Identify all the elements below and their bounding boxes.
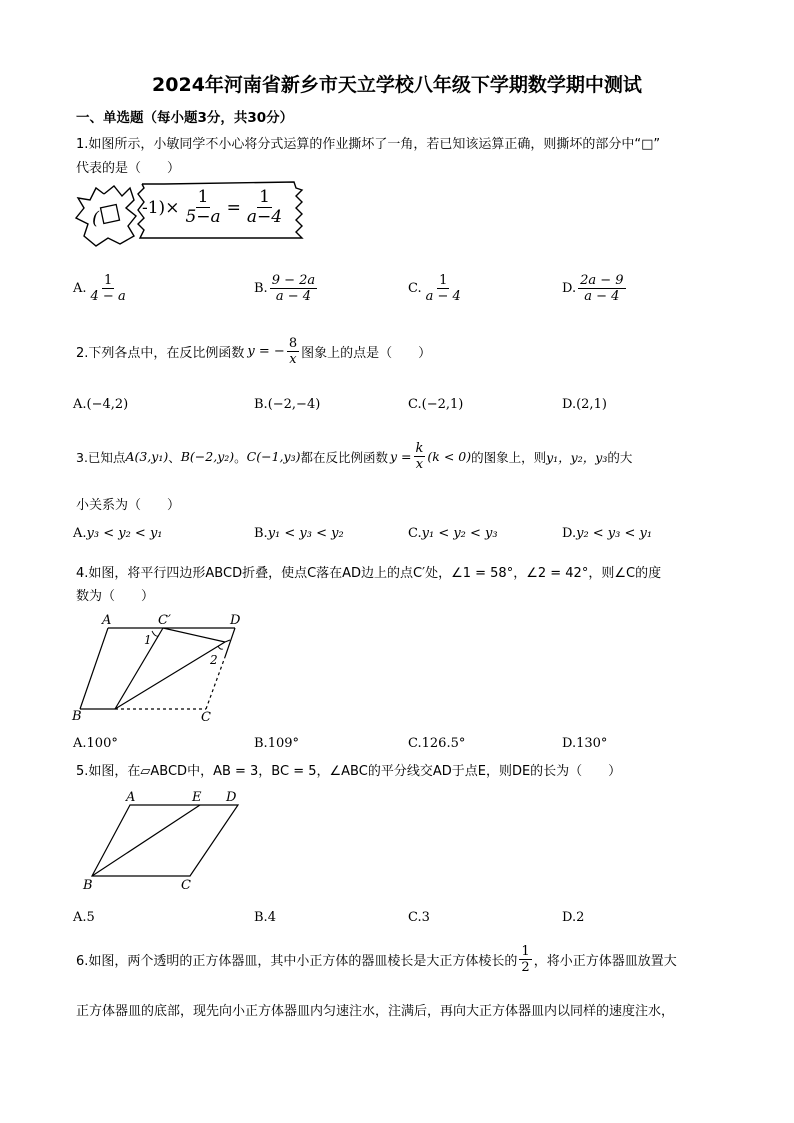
q4-stem-line2: 数为（ ）: [76, 589, 155, 604]
q2-stem: [76, 336, 431, 367]
option-fraction: [578, 273, 625, 304]
q2-func-fraction: [287, 336, 299, 367]
q6-stem-post: ，将小正方体器皿放置大: [533, 954, 677, 969]
option-label: C.: [408, 397, 422, 412]
option-fraction: [424, 273, 463, 304]
option-text: y₂ < y₃ < y₁: [576, 526, 653, 541]
option-label: D.: [562, 910, 577, 925]
q5-parallelogram-figure: [80, 786, 250, 900]
q3-sep1: 、: [168, 449, 181, 465]
q3-stem-line1: [76, 441, 632, 472]
q2-option-d[interactable]: [562, 397, 607, 412]
label-d: D: [230, 613, 241, 628]
q4-option-c[interactable]: [408, 736, 465, 751]
option-label: D.: [562, 736, 577, 751]
option-text: (−2,1): [421, 397, 464, 412]
q3-stem-mid: 都在反比例函数: [300, 449, 388, 465]
option-text: 109°: [267, 736, 300, 751]
q3-stem-post: 的图象上，则: [471, 449, 547, 465]
q1-expr-f2-den: a−4: [246, 207, 283, 227]
q5-option-d[interactable]: [562, 910, 584, 925]
q6-stem-line2: 正方体器皿的底部，现先向小正方体器皿内匀速注水，注满后，再向大正方体器皿内以同样的速度注水，: [76, 1004, 675, 1019]
q1-figure-expression: [142, 188, 286, 227]
q3-option-d[interactable]: [562, 526, 652, 541]
option-label: B.: [254, 910, 268, 925]
q1-expr-f1-den: 5−a: [185, 207, 221, 227]
q3-stem-line2: 小关系为（ ）: [76, 498, 181, 513]
q1-option-c[interactable]: [408, 273, 465, 304]
q4-option-b[interactable]: [254, 736, 299, 751]
fraction-den: a − 4: [425, 289, 461, 304]
fraction-num: 2a − 9: [580, 273, 624, 288]
option-text: 5: [86, 910, 95, 925]
q3-option-a[interactable]: [73, 526, 163, 541]
option-fraction: [270, 273, 317, 304]
fraction-num: 8: [288, 336, 298, 351]
q3-stem-pre: 3.已知点: [76, 449, 126, 465]
option-text: 2: [576, 910, 585, 925]
label-e: E: [192, 790, 202, 805]
fraction-num: 1: [521, 944, 530, 959]
q1-expr-f2-num: 1: [259, 187, 270, 207]
option-text: 3: [421, 910, 430, 925]
fraction-num: 1: [439, 273, 448, 288]
fraction-den: x: [289, 352, 297, 367]
fraction-den: x: [415, 457, 424, 472]
q2-option-c[interactable]: [408, 397, 463, 412]
option-label: C.: [408, 736, 422, 751]
q3-func-fraction: [414, 441, 426, 472]
q2-stem-pre: 2.下列各点中，在反比例函数: [76, 346, 245, 361]
q1-option-b[interactable]: [254, 273, 319, 304]
q4-stem-line1: 4.如图，将平行四边形ABCD折叠，使点C落在AD边上的点C′处，∠1 = 58°，∠2 = 42°，则∠C的度: [76, 566, 662, 581]
q3-point-c: C(−1,y₃): [246, 449, 301, 464]
option-label: C.: [408, 281, 422, 296]
q3-vars: y₁，y₂，y₃: [546, 449, 608, 465]
q3-option-b[interactable]: [254, 526, 344, 541]
q1-option-d[interactable]: [562, 273, 628, 304]
q2-option-a[interactable]: [73, 397, 128, 412]
fraction-num: 1: [103, 273, 113, 288]
option-text: (−4,2): [86, 397, 129, 412]
q2-stem-post: 图象上的点是（ ）: [301, 346, 432, 361]
option-text: y₃ < y₂ < y₁: [86, 526, 163, 541]
option-text: y₁ < y₃ < y₂: [267, 526, 344, 541]
option-fraction: [89, 273, 128, 304]
option-label: D.: [562, 526, 577, 541]
q4-figure-svg: [70, 610, 260, 725]
option-text: 4: [267, 910, 276, 925]
label-d: D: [226, 790, 237, 805]
q5-stem: 5.如图，在▱ABCD中，AB = 3，BC = 5，∠ABC的平分线交AD于点E，则DE的长为（ ）: [76, 764, 622, 779]
q3-condition: (k < 0): [427, 449, 472, 464]
label-c: C: [201, 710, 211, 725]
label-a: A: [126, 790, 136, 805]
q3-point-b: B(−2,y₂): [180, 449, 235, 464]
option-text: (−2,−4): [267, 397, 321, 412]
option-label: D.: [562, 281, 577, 296]
label-b: B: [83, 878, 93, 893]
option-label: B.: [254, 281, 268, 296]
q3-func-lhs: y =: [389, 449, 412, 464]
q4-option-a[interactable]: [73, 736, 118, 751]
section-heading: 一、单选题（每小题3分，共30分）: [76, 110, 294, 126]
option-label: C.: [408, 526, 422, 541]
fraction-den: 4 − a: [90, 289, 126, 304]
q1-stem-line1: 1.如图所示，小敏同学不小心将分式运算的作业撕坏了一角，若已知该运算正确，则撕坏的部分中“□”: [76, 137, 661, 152]
label-b: B: [72, 709, 82, 724]
option-text: 100°: [86, 736, 118, 751]
q5-option-a[interactable]: [73, 910, 95, 925]
label-angle-2: 2: [210, 653, 218, 667]
option-label: A.: [73, 526, 87, 541]
page-title: 2024年河南省新乡市天立学校八年级下学期数学期中测试: [152, 74, 642, 96]
q1-expr-fraction2: [245, 188, 284, 227]
label-c: C: [181, 878, 191, 893]
q1-expr-fraction1: [183, 188, 222, 227]
option-text: (2,1): [576, 397, 607, 412]
q2-func-lhs: y = −: [247, 344, 285, 359]
q4-option-d[interactable]: [562, 736, 607, 751]
fraction-den: 2: [521, 960, 530, 975]
q1-option-a[interactable]: [73, 273, 130, 304]
q3-point-a: A(3,y₁): [125, 449, 169, 464]
q6-stem-line1: [76, 944, 677, 975]
q1-expr-left: -1)×: [142, 197, 180, 218]
q3-sep2: 。: [234, 449, 247, 465]
option-label: A.: [73, 397, 87, 412]
option-label: B.: [254, 526, 268, 541]
fraction-den: a − 4: [584, 289, 620, 304]
q5-option-c[interactable]: [408, 910, 430, 925]
option-label: B.: [254, 736, 268, 751]
option-label: A.: [73, 281, 87, 296]
q1-stem-line2: 代表的是（ ）: [76, 161, 181, 176]
option-label: C.: [408, 910, 422, 925]
label-angle-1: 1: [144, 633, 152, 647]
fraction-num: k: [415, 441, 424, 456]
option-label: A.: [73, 910, 87, 925]
option-text: 126.5°: [421, 736, 466, 751]
q1-expr-f1-num: 1: [197, 187, 209, 207]
q5-option-b[interactable]: [254, 910, 276, 925]
fraction-num: 9 − 2a: [271, 273, 316, 288]
option-label: B.: [254, 397, 268, 412]
option-label: D.: [562, 397, 577, 412]
q6-fraction: [519, 944, 531, 975]
fraction-den: a − 4: [275, 289, 311, 304]
q6-stem-pre: 6.如图，两个透明的正方体器皿，其中小正方体的器皿棱长是大正方体棱长的: [76, 954, 518, 969]
q2-option-b[interactable]: [254, 397, 320, 412]
option-text: y₁ < y₂ < y₃: [421, 526, 498, 541]
q1-expr-eq: =: [226, 197, 241, 218]
q5-figure-svg: [80, 786, 250, 896]
option-label: A.: [73, 736, 87, 751]
label-c-prime: C′: [158, 613, 171, 628]
svg-text:(: (: [92, 208, 100, 229]
q3-option-c[interactable]: [408, 526, 498, 541]
q1-torn-figure: [74, 180, 314, 250]
q4-parallelogram-figure: [70, 610, 260, 729]
option-text: 130°: [576, 736, 608, 751]
label-a: A: [102, 613, 112, 628]
q3-stem-end: 的大: [607, 449, 633, 465]
